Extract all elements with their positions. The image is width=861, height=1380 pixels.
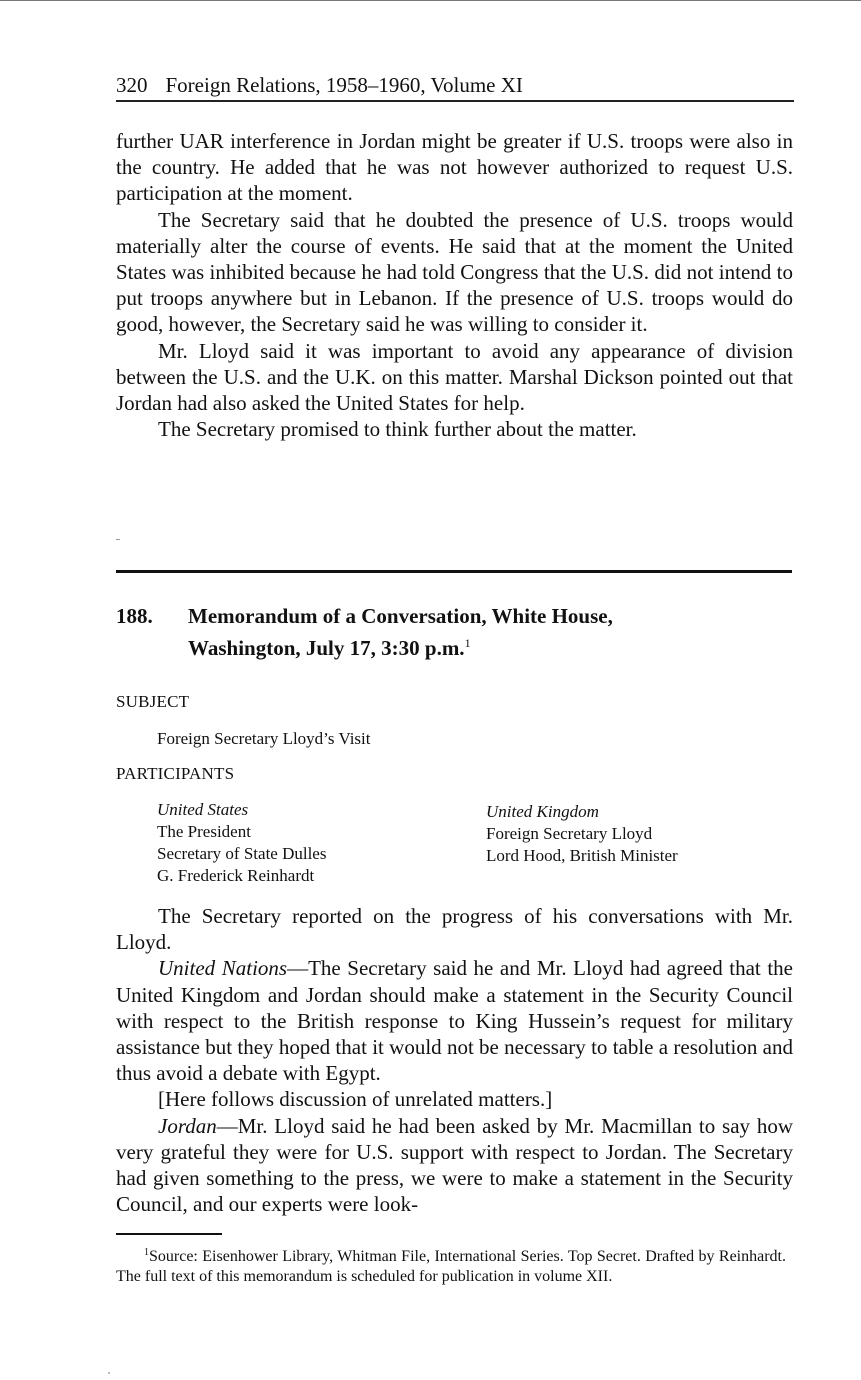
participant: Lord Hood, British Minister <box>486 846 678 865</box>
footnote-volume: XII <box>586 1267 609 1285</box>
footnote-text: Source: Eisenhower Library, Whitman File, International Series. Top Secret. Drafted by Reinhardt. The full text of this memorandum is scheduled for publication in volume <box>116 1248 786 1285</box>
paragraph: The Secretary reported on the progress of his conversations with Mr. Lloyd. <box>116 904 793 955</box>
participant: Foreign Secretary Lloyd <box>486 824 653 843</box>
participant: G. Frederick Reinhardt <box>157 866 315 885</box>
subject-text: Foreign Secretary Lloyd’s Visit <box>157 729 371 748</box>
participant: Secretary of State Dulles <box>157 844 327 863</box>
paragraph-text: —Mr. Lloyd said he had been asked by Mr. Macmillan to say how very grateful they were for U.S. support with respect to Jordan. The Secretary had given something to the press, we were to make a statement in the Security Council, and our experts were look- <box>116 1113 793 1217</box>
footnote-reference: 1 <box>464 636 471 650</box>
participants-us-heading: United States <box>157 800 249 819</box>
paragraph <box>116 1113 793 1218</box>
participants-uk-heading: United Kingdom <box>486 802 599 821</box>
participants-us-column <box>157 799 326 887</box>
participants-label: PARTICIPANTS <box>116 764 235 783</box>
section-separator-rule <box>116 570 792 573</box>
footnote-marker: 1 <box>144 1247 149 1258</box>
scan-speck <box>108 1372 110 1374</box>
page-top-edge <box>0 0 861 1</box>
paragraph: further UAR interference in Jordan might be greater if U.S. troops were also in the country. He added that he was not however authorized to request U.S. participation at the moment. <box>116 129 793 206</box>
page-number: 320 <box>116 73 148 97</box>
document-title <box>188 603 748 662</box>
paragraph: The Secretary said that he doubted the presence of U.S. troops would materially alter the course of events. He said that at the moment the United States was inhibited because he had told Congress that the U.S. did not intend to put troops anywhere but in Lebanon. If the presence of U.S. troops would do good, however, the Secretary said he was willing to consider it. <box>116 207 793 337</box>
continuation-text <box>116 128 793 442</box>
running-header <box>116 72 794 98</box>
footnote <box>116 1243 786 1286</box>
footnote-rule <box>116 1233 222 1235</box>
editorial-note: [Here follows discussion of unrelated matters.] <box>158 1087 553 1112</box>
document-title-text: Washington, July 17, 3:30 p.m. <box>188 636 465 660</box>
participant: The President <box>157 822 251 841</box>
document-number: 188. <box>116 604 153 628</box>
paragraph <box>116 955 793 1086</box>
stray-mark <box>116 539 120 540</box>
document-title-line-1: Memorandum of a Conversation, White House, <box>188 604 613 628</box>
subject-label: SUBJECT <box>116 692 190 711</box>
participants-uk-column <box>486 801 678 867</box>
paragraph-text: —The Secretary said he and Mr. Lloyd had agreed that the United Kingdom and Jordan should make a statement in the Security Council with respect to the British response to King Hussein’s request for military assistance but they hoped that it would not be necessary to table a resolution and thus avoid a debate with Egypt. <box>116 956 793 1086</box>
memorandum-body <box>116 903 793 1217</box>
running-title: Foreign Relations, 1958–1960, Volume XI <box>165 73 523 97</box>
paragraph: The Secretary promised to think further about the matter. <box>158 417 637 442</box>
section-lead-jordan: Jordan <box>158 1113 217 1138</box>
header-rule <box>116 100 794 102</box>
section-lead-united-nations: United Nations <box>158 956 288 981</box>
document-title-line-2 <box>188 630 748 662</box>
paragraph: Mr. Lloyd said it was important to avoid any appearance of division between the U.S. and the U.K. on this matter. Marshal Dickson pointed out that Jordan had also asked the United States for help. <box>116 338 793 416</box>
footnote-end: . <box>608 1267 613 1285</box>
